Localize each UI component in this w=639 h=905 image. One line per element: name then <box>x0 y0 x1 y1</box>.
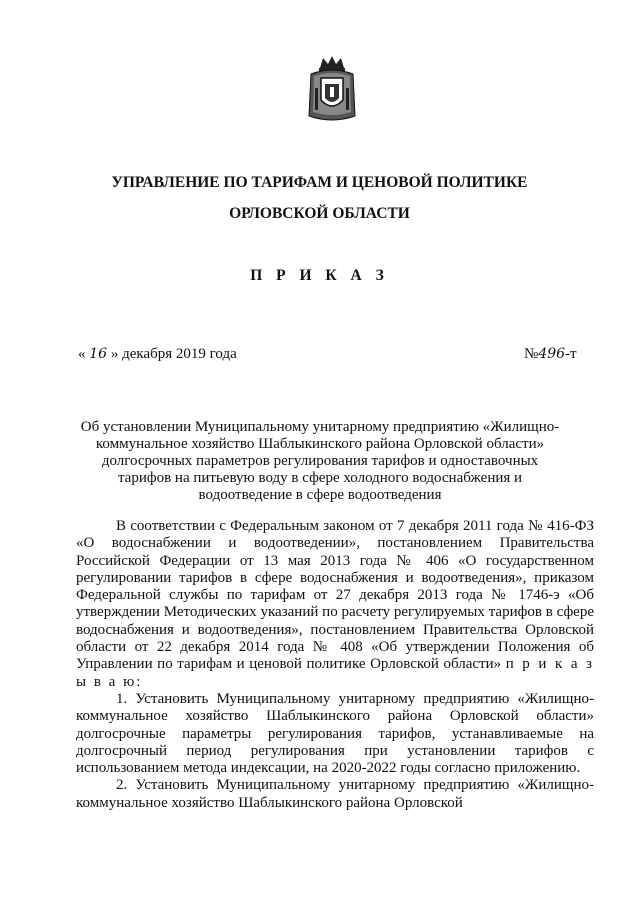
number-value-handwritten: 496 <box>538 346 566 362</box>
date-open-quote: « <box>78 346 86 362</box>
preamble-paragraph <box>76 518 594 691</box>
item-2-paragraph: 2. Установить Муниципальному унитарному предприятию «Жилищно-коммунальное хозяйство Шаблыкинского района Орловской <box>76 777 594 811</box>
organization-name-line1: УПРАВЛЕНИЕ ПО ТАРИФАМ И ЦЕНОВОЙ ПОЛИТИКЕ <box>111 174 528 191</box>
date-rest: » декабря 2019 года <box>110 346 237 362</box>
number-prefix: № <box>524 346 539 362</box>
item-1-paragraph: 1. Установить Муниципальному унитарному предприятию «Жилищно-коммунальное хозяйство Шаблыкинского района Орловской области» долгосрочные параметры регулирования тарифов, устанавливаемые на долгосрочный период регулирования при установлении тарифов с использованием метода индексации, на 2020-2022 годы согласно приложению. <box>76 690 594 777</box>
preamble-text: В соответствии с Федеральным законом от 7 декабря 2011 года № 416-ФЗ «О водоснабжении и водоотведении», постановлением Правительства Российской Федерации от 13 мая 2013 года № 406 «О государственном регулировании тарифов в сфере водоснабжения и водоотведения», приказом Федеральной службы по тарифам от 27 декабря 2013 года № 1746-э «Об утверждении Методических указаний по расчету регулируемых тарифов в сфере водоснабжения и водоотведения», постановлением Правительства Орловской области от 22 декабря 2014 года № 408 «Об утверждении Положения об Управлении по тарифам и ценовой политике Орловской области» <box>76 518 594 673</box>
order-number <box>524 346 577 363</box>
order-body <box>76 518 594 812</box>
document-type-title: П Р И К А З <box>250 267 389 284</box>
coat-of-arms-icon <box>305 54 359 122</box>
order-date <box>78 346 237 363</box>
order-word: п р и к а з ы в а ю: <box>76 656 594 690</box>
order-subject: Об установлении Муниципальному унитарному предприятию «Жилищно-коммунальное хозяйство Шаблыкинского района Орловской области» долгосрочных параметров регулирования тарифов и одноставочных тарифов на питьевую воду в сфере холодного водоснабжения и водоотведение в сфере водоотведения <box>80 419 560 503</box>
organization-name-line2: ОРЛОВСКОЙ ОБЛАСТИ <box>229 205 410 222</box>
number-suffix: -т <box>565 346 577 362</box>
date-day-handwritten: 16 <box>89 346 108 362</box>
